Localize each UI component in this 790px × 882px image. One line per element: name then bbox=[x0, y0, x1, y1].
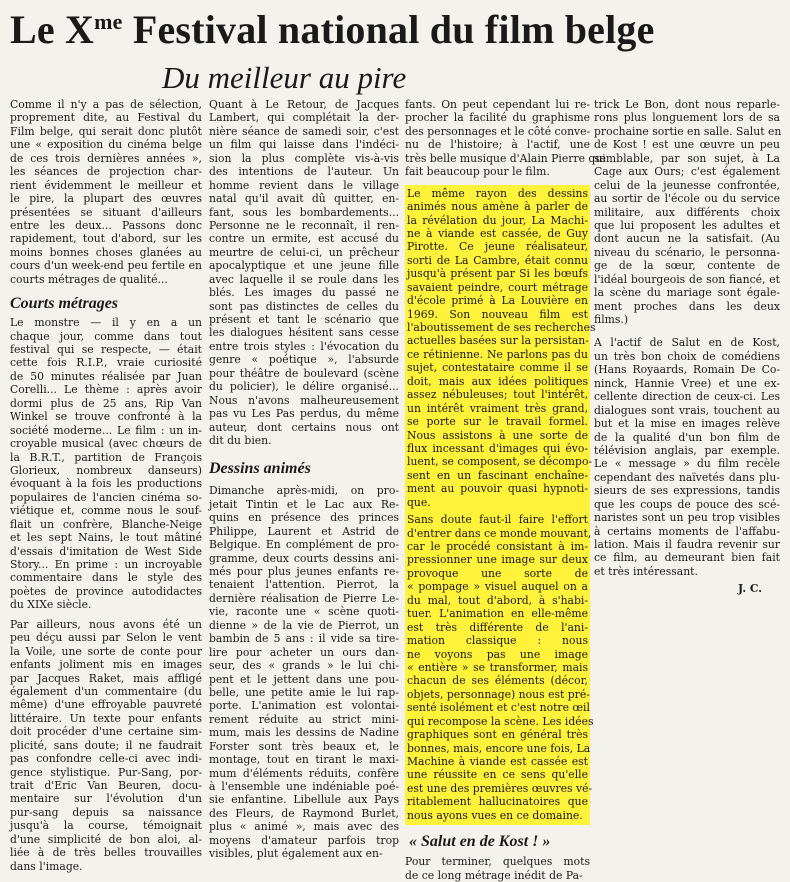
text-line: gence stylistique. Pur-Sang, por- bbox=[10, 765, 202, 779]
text-line: cours d'un week-end peu fertile en bbox=[10, 259, 202, 273]
text-line: pour théâtre de boulevard (scène bbox=[209, 366, 399, 380]
text-line: de 50 minutes réalisée par Juan bbox=[10, 369, 202, 383]
text-line: seur, des « grands » le lui chi- bbox=[209, 659, 399, 673]
text-line: Sans doute faut-il faire l'effort bbox=[407, 513, 588, 527]
text-line: se porte sur le travail formel. bbox=[407, 415, 588, 429]
text-line: croyable musical (avec chœurs de bbox=[10, 437, 202, 451]
text-line: cette fois R.I.P., vraie curiosité bbox=[10, 356, 202, 370]
text-line: trick Le Bon, dont nous reparle- bbox=[594, 98, 780, 111]
text-line: pas vu Les Pas perdus, du même bbox=[209, 407, 399, 421]
heading-courts-metrages: Courts métrages bbox=[10, 295, 119, 313]
text-line: sont pas distinctes de celles du bbox=[209, 299, 399, 313]
text-line: et les sept Nains, le tout mâtiné bbox=[10, 531, 202, 545]
text-line: d'essais d'imitation de West Side bbox=[10, 544, 202, 558]
text-line: d'école primé à La Louvière en bbox=[407, 294, 588, 308]
article-subtitle: Du meilleur au pire bbox=[162, 60, 407, 95]
text-line: jusqu'à présent par Si les bœufs bbox=[407, 267, 588, 281]
text-line: doit, mais aux idées politiques bbox=[407, 374, 588, 388]
text-line: Forster sont très beaux et, le bbox=[209, 739, 399, 753]
text-line: fait beaucoup pour le film. bbox=[405, 165, 550, 179]
text-line: rapidement, tout d'abord, sur les bbox=[10, 232, 202, 246]
text-line: Lambert, qui complétait la der- bbox=[209, 111, 399, 125]
article-title: Le $X^{me}$ Festival national du film belge bbox=[10, 7, 655, 52]
text-line: Le « message » du film recèle bbox=[594, 457, 780, 471]
paragraph bbox=[594, 98, 780, 326]
text-line: lation. Mais il faudra revenir sur bbox=[594, 538, 780, 551]
text-line: le pire, la plupart des œuvres bbox=[10, 192, 202, 206]
column-3 bbox=[405, 98, 606, 882]
text-line: doit procéder d'une certaine sim- bbox=[10, 725, 202, 739]
text-line: que. bbox=[407, 495, 431, 509]
text-line: ge de la sœur, contente de bbox=[594, 259, 780, 273]
text-line: procher la facilité du graphisme bbox=[405, 111, 590, 125]
text-line: celui de la jeunesse confrontée, bbox=[594, 178, 780, 192]
text-line: cependant des naïvetés dans plu- bbox=[594, 470, 780, 484]
paragraph bbox=[405, 186, 596, 510]
text-line: du policier), le délire organisé... bbox=[209, 380, 399, 394]
text-line: pur-sang depuis sa naissance bbox=[10, 805, 202, 819]
text-line: Nous n'avons malheureusement bbox=[209, 393, 399, 407]
text-line: luent, se composent, se décompo- bbox=[407, 455, 593, 469]
text-line: la révélation du jour, La Machi- bbox=[407, 213, 588, 227]
text-line: société moderne... Le film : un in- bbox=[10, 423, 202, 437]
text-line: rement réduite au strict mini- bbox=[209, 712, 399, 726]
text-line: évoquant à la fois les productions bbox=[10, 477, 202, 491]
text-line: apocalyptique et une jeune fille bbox=[209, 259, 399, 273]
text-line: liée à de très belles trouvailles bbox=[10, 846, 202, 860]
text-line: trait d'Eric Van Beuren, docu- bbox=[10, 779, 202, 792]
intro-paragraph bbox=[10, 98, 202, 286]
text-line: très belle musique d'Alain Pierre qui bbox=[405, 151, 606, 165]
text-line: ninck, Hannie Vree) et une ex- bbox=[594, 376, 780, 390]
text-line: du mal, tout d'abord, à s'habi- bbox=[407, 593, 588, 607]
text-line: ritablement hallucinatoires que bbox=[407, 795, 588, 809]
text-line: dormi plus de 25 ans, Rip Van bbox=[10, 396, 202, 410]
text-line: bonnes, mais, encore une fois, La bbox=[407, 741, 591, 755]
text-line: Comme il n'y a pas de sélection, bbox=[10, 98, 202, 111]
text-line: entre trois styles : l'évocation du bbox=[209, 339, 399, 353]
text-line: nière séance de samedi soir, c'est bbox=[209, 124, 399, 138]
text-line: belle, une petite amie le lui rap- bbox=[209, 685, 399, 699]
text-line: peu déçu aussi par Selon le vent bbox=[10, 631, 202, 645]
text-line: nu de l'histoire; à l'actif, une bbox=[405, 138, 590, 152]
text-line: des Fleurs, de Raymond Burlet, bbox=[209, 806, 399, 820]
text-line: de la qualité d'un bon film de bbox=[594, 430, 780, 444]
text-line: pas confondre celle-ci avec indi- bbox=[10, 752, 202, 766]
text-line: ne à viande est cassée, de Guy bbox=[407, 226, 588, 240]
text-line: natal qu'il avait dû quitter, en- bbox=[209, 192, 399, 206]
text-line: « pompage » visuel auquel on a bbox=[407, 580, 588, 594]
text-line: poètes de province autodidactes bbox=[10, 584, 202, 598]
text-line: présentées se situant d'ailleurs bbox=[10, 205, 202, 219]
text-line: des intentions de l'auteur. Un bbox=[209, 165, 399, 179]
text-line: pent et le jettent dans une pou- bbox=[209, 672, 399, 686]
text-line: montage, tout en tirant le maxi- bbox=[209, 753, 399, 767]
text-line: Glorieux, nombreux danseurs) bbox=[10, 463, 202, 477]
text-line: Le monstre — il y en a un bbox=[10, 316, 202, 330]
text-line: l'aboutissement de ses recherches bbox=[407, 321, 596, 334]
column-4 bbox=[594, 98, 780, 596]
text-line: bambin de 5 ans : il vide sa tire- bbox=[209, 632, 399, 646]
text-line: Philippe, Laurent et Astrid de bbox=[209, 524, 399, 538]
text-line: est très différente de l'ani- bbox=[407, 620, 588, 634]
text-line: les séances de projection char- bbox=[10, 165, 202, 179]
column-1 bbox=[10, 98, 202, 873]
paragraph bbox=[405, 855, 590, 882]
text-line: cellente direction de ceux-ci. Les bbox=[594, 390, 780, 404]
text-line: littéraire. Un texte pour enfants bbox=[10, 711, 202, 725]
heading-salut-en-de-kost: « Salut en de Kost ! » bbox=[409, 833, 551, 851]
text-line: à l'ensemble une indéniable poé- bbox=[209, 780, 399, 793]
text-line: sieurs de ses expressions, tandis bbox=[594, 484, 780, 498]
text-line: Winkel se trouve confronté à la bbox=[10, 410, 202, 424]
paragraph bbox=[405, 513, 594, 822]
text-line: chacun de ses éléments (décor, bbox=[407, 674, 588, 688]
text-line: sujet, contestataire comme il se bbox=[407, 361, 588, 375]
text-line: festival qui se respecte, — était bbox=[10, 343, 202, 356]
text-line: car le procédé consistant à im- bbox=[407, 540, 588, 553]
text-line: ment proches dans les deux bbox=[594, 299, 780, 313]
text-line: mation classique : nous bbox=[407, 634, 588, 648]
text-line: Machine à viande est cassée est bbox=[407, 755, 588, 768]
text-line: un film qui laisse dans l'indéci- bbox=[209, 138, 399, 152]
text-line: un intérêt vraiment très grand, bbox=[407, 401, 588, 415]
text-line: plicité, sans doute; il ne faudrait bbox=[10, 738, 202, 752]
text-line: auteur, dont certains nous ont bbox=[209, 420, 399, 434]
text-line: moyens d'amateur parfois trop bbox=[209, 833, 399, 847]
text-line: dans l'image. bbox=[10, 859, 83, 873]
text-line: flux incessant d'images qui évo- bbox=[407, 441, 588, 455]
text-line: meurtre de celui-ci, un prêcheur bbox=[209, 245, 399, 259]
text-line: avec laquelle il se roule dans les bbox=[209, 272, 399, 286]
text-line: télévision anglais, par exemple. bbox=[594, 443, 780, 457]
text-line: actuelles basées sur la persistan- bbox=[407, 334, 589, 348]
text-line: graphiques sont en général très bbox=[407, 728, 588, 742]
text-line: une « exposition du cinéma belge bbox=[10, 138, 202, 152]
text-line: Pour terminer, quelques mots bbox=[405, 855, 590, 869]
text-line: blés. Les images du passé ne bbox=[209, 286, 399, 300]
text-line: d'entrer dans ce monde mouvant, bbox=[407, 526, 592, 540]
text-line: homme revient dans le village bbox=[209, 178, 399, 192]
text-line: dialogues sont vrais, touchent au bbox=[594, 403, 780, 417]
text-line: sorti de La Cambre, était connu bbox=[407, 253, 588, 267]
text-line: Par ailleurs, nous avons été un bbox=[10, 617, 202, 631]
text-line: de Kost ! est une œuvre un peu bbox=[594, 138, 780, 152]
text-line: du XIXe siècle. bbox=[10, 598, 92, 612]
text-line: contre un ermite, est accusé du bbox=[209, 232, 399, 246]
text-line: provoque une sorte de bbox=[407, 566, 588, 580]
text-line: la scène du mariage sont égale- bbox=[594, 286, 780, 300]
text-line: viétique et, comme nous le souf- bbox=[10, 504, 202, 518]
text-line: qui recompose la scène. Les idées bbox=[407, 714, 594, 728]
text-line: même) d'une effroyable pauvreté bbox=[10, 698, 202, 712]
column-2 bbox=[209, 98, 399, 861]
text-line: sie enfantine. Libellule aux Pays bbox=[209, 793, 399, 807]
text-line: niveau du scénario, le personna- bbox=[594, 245, 780, 259]
text-line: est une des premières œuvres vé- bbox=[407, 781, 593, 795]
text-line: dienne » de la vie de Pierrot, un bbox=[209, 618, 399, 632]
text-line: Story... En prime : un incroyable bbox=[10, 558, 202, 571]
highlighted-passage bbox=[405, 185, 596, 826]
text-line: et très intéressant. bbox=[594, 564, 698, 578]
text-line: Film belge, qui serait donc plutôt bbox=[10, 124, 202, 138]
paragraph bbox=[594, 336, 780, 578]
text-line: un très bon choix de comédiens bbox=[594, 349, 780, 363]
text-line: prochaine sortie en salle. Salut en bbox=[594, 124, 782, 138]
text-line: savaient peindre, court métrage bbox=[407, 280, 588, 294]
text-line: Corelli... Le thème : après avoir bbox=[10, 383, 202, 397]
text-line: dernière réalisation de Pierre Le- bbox=[209, 591, 399, 605]
text-line: semblable, par son sujet, à La bbox=[594, 151, 780, 165]
text-line: à certains moments de l'affabu- bbox=[594, 524, 780, 538]
text-line: que lui proposent les adultes et bbox=[594, 218, 780, 232]
text-line: commentaire dans le style des bbox=[10, 571, 202, 585]
text-line: mum d'éléments réduits, confère bbox=[209, 766, 399, 780]
text-line: l'idéal bourgeois de son fiancé, et bbox=[594, 272, 780, 286]
text-line: gramme, deux courts dessins ani- bbox=[209, 551, 399, 565]
text-line: courts métrages de qualité... bbox=[10, 272, 168, 286]
text-line: A l'actif de Salut en de Kost, bbox=[594, 336, 780, 350]
paragraph bbox=[209, 484, 399, 860]
text-line: une réussite en ce sens qu'elle bbox=[407, 768, 588, 782]
text-line: proprement dite, au Festival du bbox=[10, 111, 202, 125]
text-line: tuer. L'animation en elle-même bbox=[407, 607, 588, 621]
paragraph bbox=[209, 98, 399, 447]
text-line: flait un confrère, Blanche-Neige bbox=[10, 517, 202, 531]
text-line: senté isolément et c'est notre œil bbox=[407, 701, 590, 715]
text-line: naristes sont un peu trop visibles bbox=[594, 511, 780, 525]
text-line: populaires de l'ancien cinéma so- bbox=[10, 490, 202, 504]
text-line: présent et tant le scénario que bbox=[209, 313, 399, 326]
text-line: de ces trois dernières années », bbox=[10, 151, 202, 165]
text-line: mentaire sur l'évolution d'un bbox=[10, 792, 202, 806]
text-line: vie, raconte une « scène quoti- bbox=[209, 605, 399, 619]
text-line: dont aucun ne la satisfait. (Au bbox=[594, 232, 780, 246]
text-line: porte. L'animation est volontai- bbox=[209, 699, 399, 713]
text-line: but et la mise en images relève bbox=[594, 417, 780, 431]
text-line: genre « poétique », l'absurde bbox=[209, 353, 399, 367]
text-line: rient évidemment le meilleur et bbox=[10, 178, 202, 192]
text-line: rons plus longuement lors de sa bbox=[594, 111, 780, 125]
author-signature: J. C. bbox=[738, 582, 762, 596]
text-line: fant, sous les bombardements... bbox=[209, 205, 399, 219]
text-line: de ce long métrage inédit de Pa- bbox=[405, 868, 583, 882]
text-line: chaque jour, comme dans tout bbox=[10, 329, 202, 343]
text-line: « entière » se transformer, mais bbox=[407, 660, 588, 674]
text-line: enfants joliment mis en images bbox=[10, 658, 202, 672]
text-line: quins en présence des princes bbox=[209, 511, 399, 525]
text-line: Belgique. En complément de pro- bbox=[209, 538, 399, 552]
text-line: au sortir de l'école ou du service bbox=[594, 192, 780, 206]
text-line: sent en un fascinant enchaîne- bbox=[407, 468, 588, 482]
text-line: Cage aux Ours; c'est également bbox=[594, 165, 780, 179]
text-line: tenaient l'attention. Pierrot, la bbox=[209, 578, 399, 592]
paragraph bbox=[405, 98, 606, 179]
text-line: dit du bien. bbox=[209, 433, 272, 447]
text-line: entre les deux... Passons donc bbox=[10, 218, 202, 232]
text-line: jusqu'à la course, témoignait bbox=[10, 819, 202, 833]
text-line: fants. On peut cependant lui re- bbox=[405, 98, 590, 111]
text-line: més pour plus jeunes enfants re- bbox=[209, 565, 399, 578]
text-line: visibles, plut également aux en- bbox=[209, 847, 383, 861]
text-line: jetait Tintin et le Lac aux Re- bbox=[209, 497, 399, 511]
text-line: militaire, aux différents choix bbox=[594, 205, 780, 219]
text-line: 1969. Son nouveau film est bbox=[407, 307, 588, 321]
heading-dessins-animes: Dessins animés bbox=[209, 460, 311, 478]
text-line: d'une simplicité de bon aloi, al- bbox=[10, 832, 202, 846]
text-line: lire pour acheter un ours dan- bbox=[209, 645, 399, 659]
text-line: ment au pouvoir quasi hypnoti- bbox=[407, 482, 588, 496]
text-line: la B.R.T., partition de François bbox=[10, 450, 202, 464]
text-line: Nous assistons à une sorte de bbox=[407, 428, 588, 442]
text-line: mum, mais les dessins de Nadine bbox=[209, 726, 399, 740]
paragraph bbox=[10, 316, 202, 612]
text-line: Personne ne le reconnaît, il ren- bbox=[209, 218, 399, 232]
text-line: que les coups de pouce des scé- bbox=[594, 497, 780, 511]
text-line: plus « animé », mais avec des bbox=[209, 820, 399, 834]
text-line: également d'un commentaire (du bbox=[10, 684, 202, 698]
text-line: par Jacques Raket, mais affligé bbox=[10, 671, 202, 685]
text-line: ce film, au demeurant bien fait bbox=[594, 551, 780, 565]
text-line: moins bonnes choses glanées au bbox=[10, 245, 202, 259]
text-line: les dialogues hésitent sans cesse bbox=[209, 326, 399, 340]
text-line: Quant à Le Retour, de Jacques bbox=[209, 98, 399, 111]
text-line: ne voyons pas une image bbox=[407, 647, 588, 661]
text-line: (Hans Royaards, Romain De Co- bbox=[594, 363, 780, 377]
text-line: la Voile, une sorte de conte pour bbox=[10, 644, 202, 658]
paragraph bbox=[10, 618, 202, 873]
text-line: des personnages et le côté conve- bbox=[405, 124, 591, 138]
text-line: Pirotte. Ce jeune réalisateur, bbox=[407, 240, 588, 254]
text-line: pressionner une image sur deux bbox=[407, 553, 588, 567]
text-line: nous ayons vues en ce domaine. bbox=[407, 808, 583, 822]
text-line: assez nébuleuses; tout l'intérêt, bbox=[407, 388, 588, 402]
text-line: animés nous amène à parler de bbox=[407, 200, 588, 214]
text-line: ce rétinienne. Ne parlons pas du bbox=[407, 347, 588, 361]
text-line: objets, personnage) nous est pré- bbox=[407, 687, 590, 701]
text-line: films.) bbox=[594, 313, 629, 326]
text-line: sion la plus complète vis-à-vis bbox=[209, 151, 399, 165]
text-line: Dimanche après-midi, on pro- bbox=[209, 484, 399, 498]
text-line: Le même rayon des dessins bbox=[407, 186, 588, 200]
